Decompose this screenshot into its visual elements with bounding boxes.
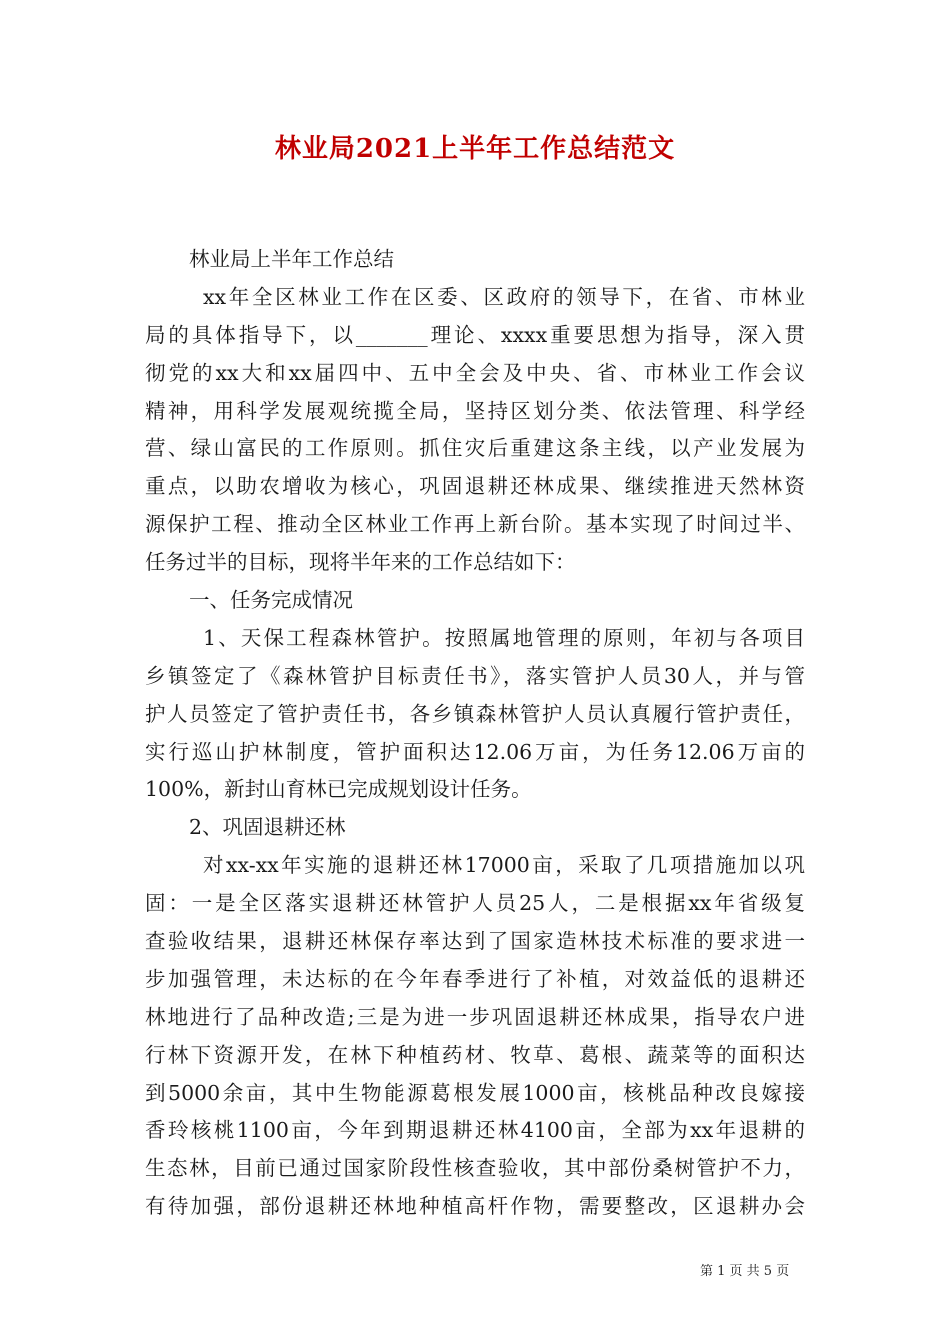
body-line: 步加强管理，未达标的在今年春季进行了补植，对效益低的退耕还	[145, 966, 805, 991]
body-line: 固：一是全区落实退耕还林管护人员25人，二是根据xx年省级复	[145, 891, 805, 916]
body-line: 对xx-xx年实施的退耕还林17000亩，采取了几项措施加以巩	[203, 853, 805, 878]
body-line: 查验收结果，退耕还林保存率达到了国家造林技术标准的要求进一	[145, 929, 805, 954]
document-body	[145, 241, 805, 1226]
body-line: 林业局上半年工作总结	[189, 247, 394, 271]
body-line: 有待加强，部份退耕还林地种植高杆作物，需要整改，区退耕办会	[145, 1194, 805, 1219]
body-line: 行林下资源开发，在林下种植药材、牧草、葛根、蔬菜等的面积达	[145, 1042, 805, 1067]
body-line: 乡镇签定了《森林管护目标责任书》，落实管护人员30人，并与管	[145, 663, 805, 688]
body-line: xx年全区林业工作在区委、区政府的领导下，在省、市林业	[203, 284, 805, 309]
body-line: 局的具体指导下，以_______理论、xxxx重要思想为指导，深入贯	[145, 322, 805, 347]
body-line: 重点，以助农增收为核心，巩固退耕还林成果、继续推进天然林资	[145, 474, 805, 499]
page-number: 第 1 页 共 5 页	[700, 1264, 790, 1279]
body-line: 生态林，目前已通过国家阶段性核查验收，其中部份桑树管护不力，	[145, 1156, 805, 1181]
section-heading: 2、巩固退耕还林	[189, 815, 346, 840]
body-line: 彻党的xx大和xx届四中、五中全会及中央、省、市林业工作会议	[145, 360, 805, 385]
body-line: 100%，新封山育林已完成规划设计任务。	[145, 777, 532, 802]
body-line: 精神，用科学发展观统揽全局，坚持区划分类、依法管理、科学经	[145, 398, 805, 423]
body-line: 护人员签定了管护责任书，各乡镇森林管护人员认真履行管护责任，	[145, 701, 805, 726]
body-line: 源保护工程、推动全区林业工作再上新台阶。基本实现了时间过半、	[145, 512, 805, 537]
document-title: 林业局2021上半年工作总结范文	[274, 134, 676, 164]
body-line: 营、绿山富民的工作原则。抓住灾后重建这条主线，以产业发展为	[145, 436, 805, 461]
body-line: 香玲核桃1100亩，今年到期退耕还林4100亩，全部为xx年退耕的	[145, 1118, 805, 1143]
body-line: 到5000余亩，其中生物能源葛根发展1000亩，核桃品种改良嫁接	[145, 1080, 805, 1105]
section-heading: 一、任务完成情况	[189, 588, 353, 613]
body-line: 1、天保工程森林管护。按照属地管理的原则，年初与各项目	[203, 625, 805, 650]
body-line: 任务过半的目标，现将半年来的工作总结如下：	[145, 550, 576, 575]
body-line: 林地进行了品种改造;三是为进一步巩固退耕还林成果，指导农户进	[145, 1004, 805, 1029]
body-line: 实行巡山护林制度，管护面积达12.06万亩，为任务12.06万亩的	[145, 739, 805, 764]
